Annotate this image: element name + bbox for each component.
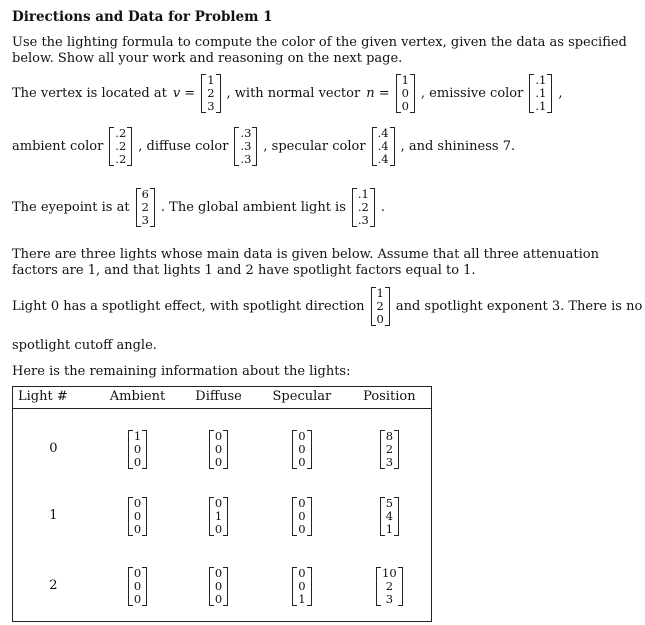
vector-component: 0 xyxy=(401,86,409,100)
spot-exponent-text: and spotlight exponent 3. There is no xyxy=(395,298,643,314)
vector-component: 0 xyxy=(298,509,306,523)
vector-component: 6 xyxy=(141,187,149,201)
vector-component: 2 xyxy=(207,86,215,100)
light-diffuse-vector xyxy=(209,567,228,606)
normal-var: n = xyxy=(366,85,390,101)
vector-component: 1 xyxy=(133,429,142,443)
vector-component: 2 xyxy=(385,442,394,456)
diffuse-text: , diffuse color xyxy=(138,138,229,154)
remaining-text: Here is the remaining information about the lights: xyxy=(12,364,351,379)
vector-component: .4 xyxy=(377,152,389,166)
vector-component: .2 xyxy=(115,126,127,140)
vector-component: 3 xyxy=(385,455,394,469)
vector-component: .3 xyxy=(357,213,369,227)
vector-component: 1 xyxy=(376,286,384,300)
vector-component: .3 xyxy=(240,139,252,153)
eye-vector xyxy=(136,188,155,227)
light-position-vector xyxy=(380,430,399,469)
header-position: Position xyxy=(348,387,432,409)
light-diffuse-vector xyxy=(209,430,228,469)
table-row xyxy=(13,551,432,622)
vector-component: 4 xyxy=(385,509,394,523)
vertex-text: The vertex is located at xyxy=(12,85,167,101)
lights-intro: There are three lights whose main data is given below. Assume that all three attenuation factors are 1, and that lights 1 and 2 have spotlight factors equal to 1. xyxy=(12,247,599,278)
vector-component: 3 xyxy=(141,213,149,227)
header-specular: Specular xyxy=(256,387,348,409)
vector-component: .3 xyxy=(240,152,252,166)
vector-component: .3 xyxy=(240,126,252,140)
spot-direction-vector xyxy=(371,287,390,326)
vector-component: 0 xyxy=(298,496,306,510)
light-ambient-vector xyxy=(128,497,147,536)
ambient-text: ambient color xyxy=(12,138,104,154)
eye-text: The eyepoint is at xyxy=(12,199,130,215)
light-number: 0 xyxy=(49,441,58,456)
vector-component: 3 xyxy=(207,99,215,113)
diffuse-vector xyxy=(234,127,257,166)
vector-component: 0 xyxy=(214,592,223,606)
light-number: 2 xyxy=(49,578,58,593)
vector-component: 0 xyxy=(214,442,223,456)
emissive-vector xyxy=(529,74,552,113)
header-light: Light # xyxy=(13,387,94,409)
table-header-row xyxy=(13,387,432,409)
vector-component: 0 xyxy=(214,579,223,593)
light-position-vector xyxy=(380,497,399,536)
vector-component: .1 xyxy=(535,99,547,113)
vector-component: 0 xyxy=(214,429,223,443)
vector-component: 0 xyxy=(133,566,142,580)
vector-component: .1 xyxy=(535,73,547,87)
vector-component: .2 xyxy=(115,139,127,153)
page-title: Directions and Data for Problem 1 xyxy=(12,9,273,25)
vector-component: 0 xyxy=(298,455,306,469)
vector-component: 0 xyxy=(298,579,306,593)
vector-component: 0 xyxy=(214,455,223,469)
emissive-comma: , xyxy=(558,85,563,101)
eye-line xyxy=(12,188,388,227)
specular-vector xyxy=(372,127,395,166)
vector-component: 8 xyxy=(385,429,394,443)
vertex-line xyxy=(12,74,565,113)
vector-component: .4 xyxy=(377,126,389,140)
specular-text: , specular color xyxy=(263,138,366,154)
cutoff-text: spotlight cutoff angle. xyxy=(12,338,157,353)
vector-component: 0 xyxy=(401,99,409,113)
vector-component: 1 xyxy=(401,73,409,87)
light-number: 1 xyxy=(49,508,58,523)
light-specular-vector xyxy=(292,497,311,536)
vector-component: .2 xyxy=(357,200,369,214)
vector-component: 0 xyxy=(133,496,142,510)
header-diffuse: Diffuse xyxy=(181,387,256,409)
vector-component: 0 xyxy=(133,442,142,456)
vector-component: 0 xyxy=(133,579,142,593)
vector-component: 0 xyxy=(214,522,223,536)
vector-component: .2 xyxy=(115,152,127,166)
vector-component: 0 xyxy=(133,522,142,536)
vector-component: 2 xyxy=(141,200,149,214)
vector-component: 0 xyxy=(376,312,384,326)
lights-table xyxy=(12,386,432,622)
vector-component: 1 xyxy=(207,73,215,87)
global-ambient-vector xyxy=(352,188,375,227)
vector-component: 0 xyxy=(133,455,142,469)
normal-vector xyxy=(396,74,415,113)
light-position-vector xyxy=(376,567,403,606)
spot-text: Light 0 has a spotlight effect, with spotlight direction xyxy=(12,298,365,314)
vector-component: 0 xyxy=(298,566,306,580)
vector-component: 0 xyxy=(298,522,306,536)
global-period: . xyxy=(380,199,386,215)
vector-component: 0 xyxy=(133,592,142,606)
table-row xyxy=(13,409,432,482)
emissive-text: , emissive color xyxy=(420,85,524,101)
vector-component: .4 xyxy=(377,139,389,153)
shininess-text: , and shininess 7. xyxy=(400,138,516,154)
light-specular-vector xyxy=(292,430,311,469)
vector-component: .1 xyxy=(535,86,547,100)
spotlight-line xyxy=(12,287,645,326)
cutoff-line xyxy=(12,338,160,354)
vector-component: 10 xyxy=(382,566,397,580)
intro-paragraph: Use the lighting formula to compute the color of the given vertex, given the data as specified below. Show all your work and reasoning on the next page. xyxy=(12,35,627,66)
vector-component: .1 xyxy=(357,187,369,201)
vector-component: 0 xyxy=(214,566,223,580)
vector-component: 1 xyxy=(214,509,223,523)
vector-component: 0 xyxy=(133,509,142,523)
light-diffuse-vector xyxy=(209,497,228,536)
vector-component: 2 xyxy=(376,299,384,313)
light-ambient-vector xyxy=(128,567,147,606)
vertex-var: v = xyxy=(172,85,196,101)
vector-component: 0 xyxy=(214,496,223,510)
vector-component: 2 xyxy=(385,579,394,593)
normal-text: , with normal vector xyxy=(226,85,361,101)
table-row xyxy=(13,481,432,551)
vector-component: 1 xyxy=(298,592,306,606)
global-ambient-text: . The global ambient light is xyxy=(160,199,346,215)
vector-component: 1 xyxy=(385,522,394,536)
ambient-vector xyxy=(109,127,132,166)
vector-component: 0 xyxy=(298,429,306,443)
vector-component: 3 xyxy=(385,592,394,606)
light-ambient-vector xyxy=(128,430,147,469)
header-ambient: Ambient xyxy=(94,387,181,409)
vertex-vector xyxy=(201,74,220,113)
vector-component: 5 xyxy=(385,496,394,510)
vector-component: 0 xyxy=(298,442,306,456)
material-line xyxy=(12,127,518,166)
light-specular-vector xyxy=(292,567,311,606)
